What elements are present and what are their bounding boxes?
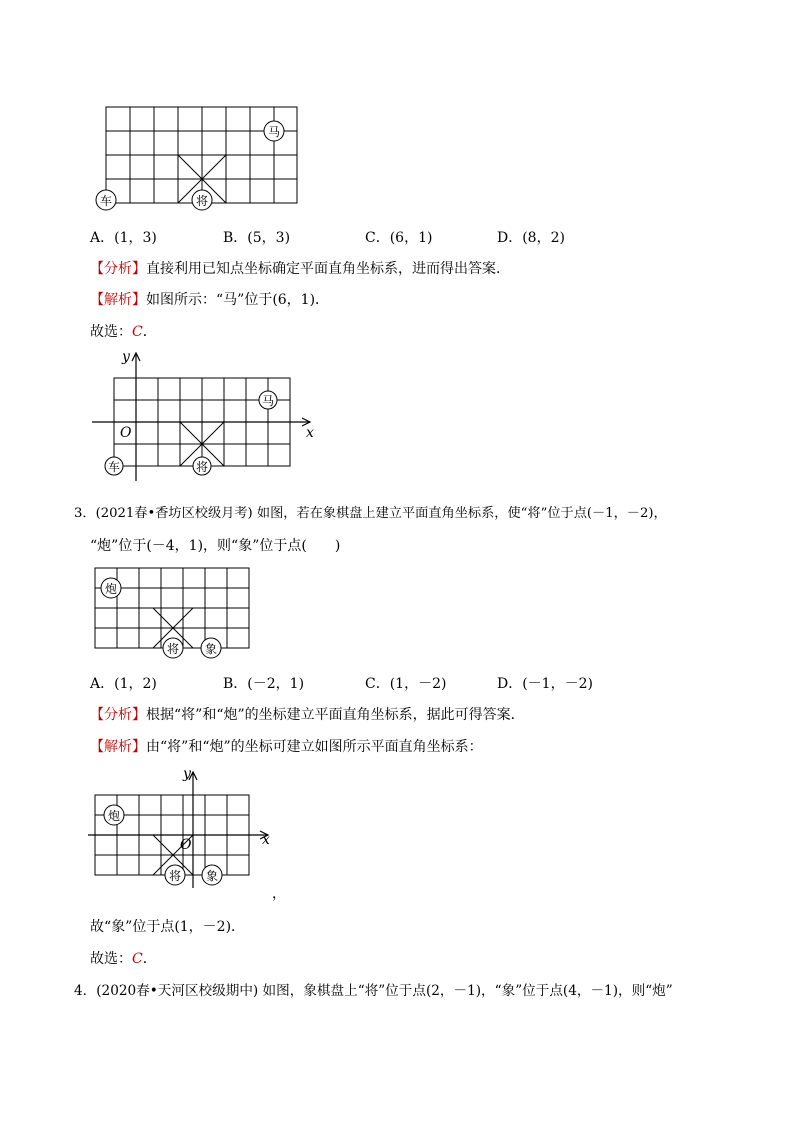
svg-text:将: 将 [168,869,182,883]
svg-text:马: 马 [261,394,275,408]
q2-option-c[interactable]: C．(6，1) [365,230,433,246]
q2-answer-suffix: ． [142,324,157,340]
q3-solution-text: 由“将”和“炮”的坐标可建立如图所示平面直角坐标系： [146,739,483,755]
q3-coordinate-board [0,760,794,900]
q3-piece-cannon [101,578,121,598]
q2-answer [90,323,157,341]
q3-x-axis-label: x [262,832,270,848]
q2-option-b[interactable]: B．(5，3) [223,230,291,246]
q3-figure-comma: ， [272,886,286,902]
svg-text:象: 象 [205,869,219,883]
q3-y-axis-label: y [183,766,191,782]
q3-analysis-text: 根据“将”和“炮”的坐标建立平面直角坐标系，据此可得答案． [146,707,525,723]
q2-solution [90,291,329,309]
q2-coord-piece-chariot [105,457,123,475]
q3-analysis-tag: 【分析】 [90,707,146,723]
q3-piece-elephant [201,638,221,658]
svg-text:象: 象 [204,642,218,656]
q3-solution [90,738,483,756]
q2-answer-letter: C [132,324,143,340]
q3-coord-piece-cannon [104,805,124,825]
svg-text:炮: 炮 [104,582,118,596]
q3-answer-prefix: 故选： [90,951,132,967]
q3-piece-general [163,638,183,658]
svg-text:将: 将 [166,642,180,656]
svg-text:将: 将 [195,194,209,208]
q2-coord-piece-horse [259,391,277,409]
svg-text:车: 车 [107,460,121,474]
q3-conclusion: 故“象”位于点(1，－2)． [90,919,246,935]
q4-question-line1: 4．(2020春•天河区校级期中) 如图，象棋盘上“将”位于点(2，－1)，“象”位于点(4，－1)，则“炮” [74,983,673,999]
q2-origin-label: O [120,425,132,441]
svg-text:马: 马 [267,125,281,139]
q2-coordinate-board [0,345,794,495]
q3-option-d[interactable]: D．(－1，－2) [497,676,593,692]
svg-text:将: 将 [195,460,209,474]
q3-answer [90,950,157,968]
q2-analysis-tag: 【分析】 [90,261,146,277]
q3-answer-letter: C [132,951,143,967]
q2-piece-general [192,190,212,210]
q2-piece-horse [264,121,284,141]
q2-piece-chariot [96,190,116,210]
q2-solution-text: 如图所示：“马”位于(6，1)． [146,292,330,308]
q3-analysis [90,706,525,724]
q3-option-a[interactable]: A．(1，2) [90,676,157,692]
q2-analysis [90,260,510,278]
q3-origin-label: O [180,837,192,853]
q3-question-line1: 3．(2021春•香坊区校级月考) 如图，若在象棋盘上建立平面直角坐标系，使“将”位于点(－1，－2)， [74,506,667,521]
q3-question-line2: “炮”位于(－4，1)，则“象”位于点( ) [90,538,341,554]
q3-option-c[interactable]: C．(1，－2) [365,676,447,692]
q2-solution-tag: 【解析】 [90,292,146,308]
q2-analysis-text: 直接利用已知点坐标确定平面直角坐标系，进而得出答案． [146,261,510,277]
q3-solution-tag: 【解析】 [90,739,146,755]
q3-answer-suffix: ． [142,951,157,967]
q3-option-b[interactable]: B．(－2，1) [223,676,305,692]
q2-option-a[interactable]: A．(1，3) [90,230,157,246]
svg-text:炮: 炮 [107,809,121,823]
q2-chess-board [0,0,794,230]
q2-x-axis-label: x [306,425,314,441]
q3-coord-piece-elephant [202,865,222,885]
q2-option-d[interactable]: D．(8，2) [497,230,565,246]
q2-coord-piece-general [193,457,211,475]
q2-answer-prefix: 故选： [90,324,132,340]
q3-chess-board [0,560,794,660]
svg-text:车: 车 [99,194,113,208]
q3-coord-piece-general [165,865,185,885]
q2-y-axis-label: y [122,349,130,365]
